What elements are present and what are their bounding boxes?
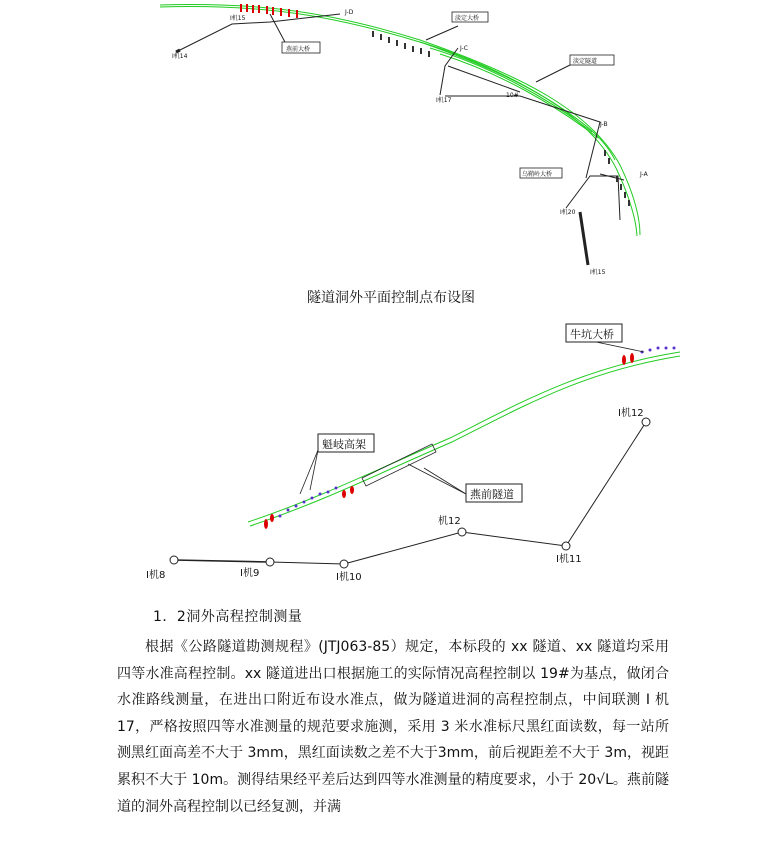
point-m11 — [562, 542, 570, 550]
label-bridge: 牛坑大桥 — [570, 328, 614, 341]
label-m12b: I机12 — [618, 408, 644, 419]
label-m11: I机11 — [556, 554, 582, 565]
label-m10: I机10 — [336, 572, 362, 583]
label-m8: I机8 — [146, 570, 166, 581]
label-tunnel: 燕前隧道 — [470, 488, 514, 501]
label-m15a: I机15 — [230, 15, 246, 22]
road-alignment-2 — [248, 352, 680, 526]
label-ja: J-A — [640, 171, 648, 178]
control-network-2 — [174, 422, 646, 564]
bridge-label-boxes — [282, 12, 614, 178]
label-m15b: I机15 — [590, 269, 606, 276]
elevation-control-diagram — [0, 318, 782, 590]
point-m12a — [458, 528, 466, 536]
label-b3: 淡定隧道 — [573, 58, 598, 65]
road-alignment — [160, 4, 640, 236]
label-m12a: 机12 — [438, 516, 461, 527]
label-m9: I机9 — [240, 568, 260, 579]
section-title: 1．2洞外高程控制测量 — [153, 609, 303, 625]
label-m17: I机17 — [436, 97, 452, 104]
section-paragraph: 根据《公路隧道勘测规程》(JTJ063-85）规定，本标段的 xx 隧道、xx 隧道均采用四等水准高程控制。xx 隧道进出口根据施工的实际情况高程控制以 19#为基点，做闭合水准路线测量，在进出口附近布设水准点，做为隧道进洞的高程控制点，中间联测 I 机17，严格按照四等水准测量的规范要求施测，采用 3 米水准标尺黑红面读数，每一站所测黑红面高差不大于 3mm，黑红面读数之差不大于3mm，前后视距差不大于 3m，视距累积不大于 10m。测得结果经平差后达到四等水准测量的精度要求，小于 20√L。燕前隧道的洞外高程控制以已经复测，并满 — [117, 639, 669, 815]
label-n10: 10# — [506, 92, 519, 99]
point-m10 — [340, 560, 348, 568]
label-jb: J-B — [600, 121, 608, 128]
leader-lines-2 — [300, 342, 644, 494]
figure1-caption: 隧道洞外平面控制点布设图 — [307, 290, 475, 306]
label-boxes-2 — [318, 324, 622, 502]
point-m12b — [642, 418, 650, 426]
point-m8 — [170, 556, 178, 564]
label-b1: 燕前大桥 — [286, 46, 311, 53]
label-jd: J-D — [345, 9, 354, 16]
control-network — [176, 14, 624, 265]
point-m9 — [266, 558, 274, 566]
plan-control-diagram — [0, 0, 782, 285]
label-viaduct: 魁岐高架 — [322, 438, 366, 451]
label-b4: 乌鞘岭大桥 — [522, 171, 553, 178]
label-b2: 淡定大桥 — [455, 15, 480, 22]
label-m20: I机20 — [560, 209, 576, 216]
label-m14: I机14 — [172, 53, 188, 60]
label-jc: J-C — [460, 45, 468, 52]
